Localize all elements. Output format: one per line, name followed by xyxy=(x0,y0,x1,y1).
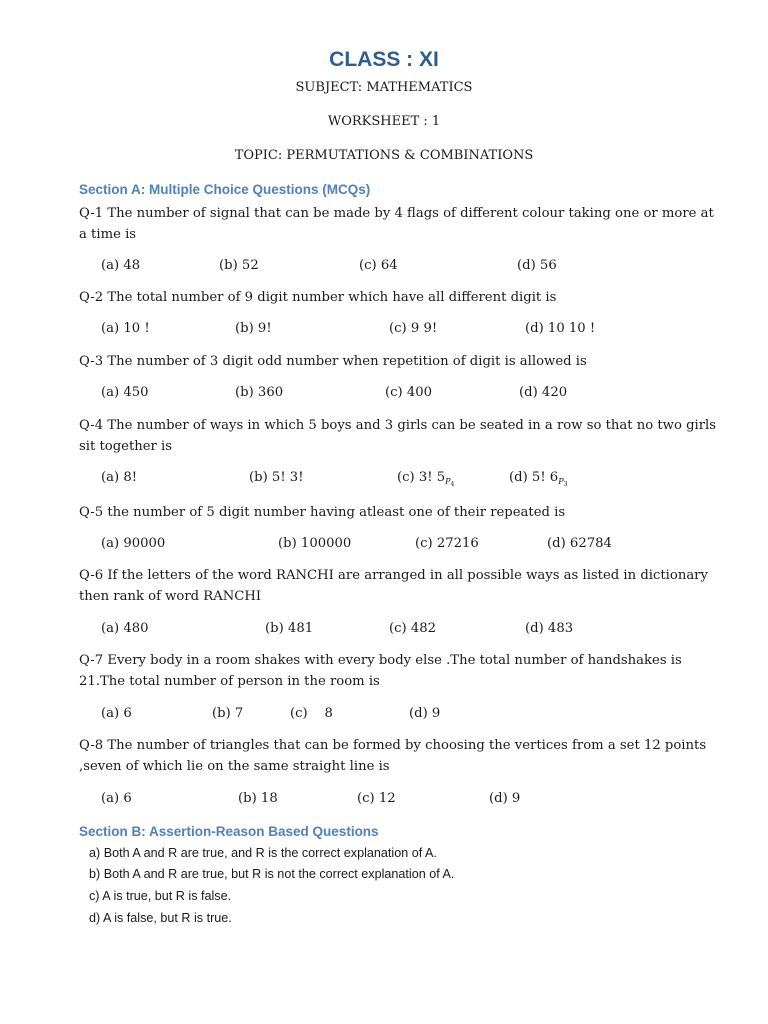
question-2: Q-2 The total number of 9 digit number which have all different digit is xyxy=(79,290,557,305)
topic-line: TOPIC: PERMUTATIONS & COMBINATIONS xyxy=(234,148,534,163)
option: (c) 64 xyxy=(359,258,398,273)
assertion-choice-a: a) Both A and R are true, and R is the correct explanation of A. xyxy=(89,846,437,860)
options-q7 xyxy=(101,706,761,726)
option: (a) 480 xyxy=(101,621,149,636)
option: (d) 9 xyxy=(409,706,441,721)
section-a-heading: Section A: Multiple Choice Questions (MCQs) xyxy=(79,182,371,197)
question-5: Q-5 the number of 5 digit number having atleast one of their repeated is xyxy=(79,505,566,520)
option: (b) 100000 xyxy=(278,536,352,551)
option: (a) 48 xyxy=(101,258,141,273)
assertion-choice-c: c) A is true, but R is false. xyxy=(89,889,232,903)
option: (c) 482 xyxy=(389,621,437,636)
subscript: P xyxy=(445,477,451,486)
assertion-choice-d: d) A is false, but R is true. xyxy=(89,911,232,925)
option: (c) 12 xyxy=(357,791,396,806)
subscript: 3 xyxy=(563,481,568,488)
options-q3 xyxy=(101,385,761,405)
question-1: Q-1 The number of signal that can be made by 4 flags of different colour taking one or more at a time is xyxy=(79,206,714,242)
question-6: Q-6 If the letters of the word RANCHI are arranged in all possible ways as listed in dictionary then rank of word RANCHI xyxy=(79,568,708,604)
question-7: Q-7 Every body in a room shakes with every body else .The total number of handshakes is 21.The total number of person in the room is xyxy=(79,653,682,689)
option: (b) 5! 3! xyxy=(249,470,304,485)
worksheet-line: WORKSHEET : 1 xyxy=(327,114,441,129)
option: (a) 450 xyxy=(101,385,149,400)
question-4: Q-4 The number of ways in which 5 boys and 3 girls can be seated in a row so that no two girls sit together is xyxy=(79,418,717,454)
option: (a) 6 xyxy=(101,706,132,721)
options-q5 xyxy=(101,536,761,556)
option: (b) 9! xyxy=(235,321,272,336)
question-8: Q-8 The number of triangles that can be formed by choosing the vertices from a set 12 points ,seven of which lie on the same straight line is xyxy=(79,738,707,774)
subscript: P xyxy=(558,477,564,486)
option: (d) 10 10 ! xyxy=(525,321,596,336)
option: (d) 420 xyxy=(519,385,568,400)
option: (a) 8! xyxy=(101,470,138,485)
option: (d) 9 xyxy=(489,791,521,806)
option: (c) 8 xyxy=(290,706,333,721)
class-title: CLASS : XI xyxy=(329,48,439,71)
option: (c) 27216 xyxy=(415,536,479,551)
subscript: 4 xyxy=(450,481,455,488)
option-text: (d) 5! 6 xyxy=(509,470,559,485)
option xyxy=(509,470,568,488)
option: (d) 483 xyxy=(525,621,574,636)
question-3: Q-3 The number of 3 digit odd number when repetition of digit is allowed is xyxy=(79,354,587,369)
option: (d) 62784 xyxy=(547,536,612,551)
options-q6 xyxy=(101,621,761,641)
option: (a) 10 ! xyxy=(101,321,150,336)
options-q4 xyxy=(101,470,761,490)
option: (a) 90000 xyxy=(101,536,166,551)
section-b-heading: Section B: Assertion-Reason Based Questions xyxy=(79,824,379,839)
option: (b) 360 xyxy=(235,385,284,400)
options-q1 xyxy=(101,258,761,278)
subject-line: SUBJECT: MATHEMATICS xyxy=(295,80,473,95)
option: (d) 56 xyxy=(517,258,557,273)
options-q8 xyxy=(101,791,761,811)
option-text: (c) 3! 5 xyxy=(397,470,446,485)
assertion-choice-b: b) Both A and R are true, but R is not the correct explanation of A. xyxy=(89,867,455,881)
option: (b) 481 xyxy=(265,621,314,636)
option: (c) 400 xyxy=(385,385,433,400)
option: (b) 18 xyxy=(238,791,278,806)
options-q2 xyxy=(101,321,761,341)
option: (b) 7 xyxy=(212,706,244,721)
option: (a) 6 xyxy=(101,791,132,806)
option: (b) 52 xyxy=(219,258,259,273)
option: (c) 9 9! xyxy=(389,321,438,336)
option xyxy=(397,470,455,488)
